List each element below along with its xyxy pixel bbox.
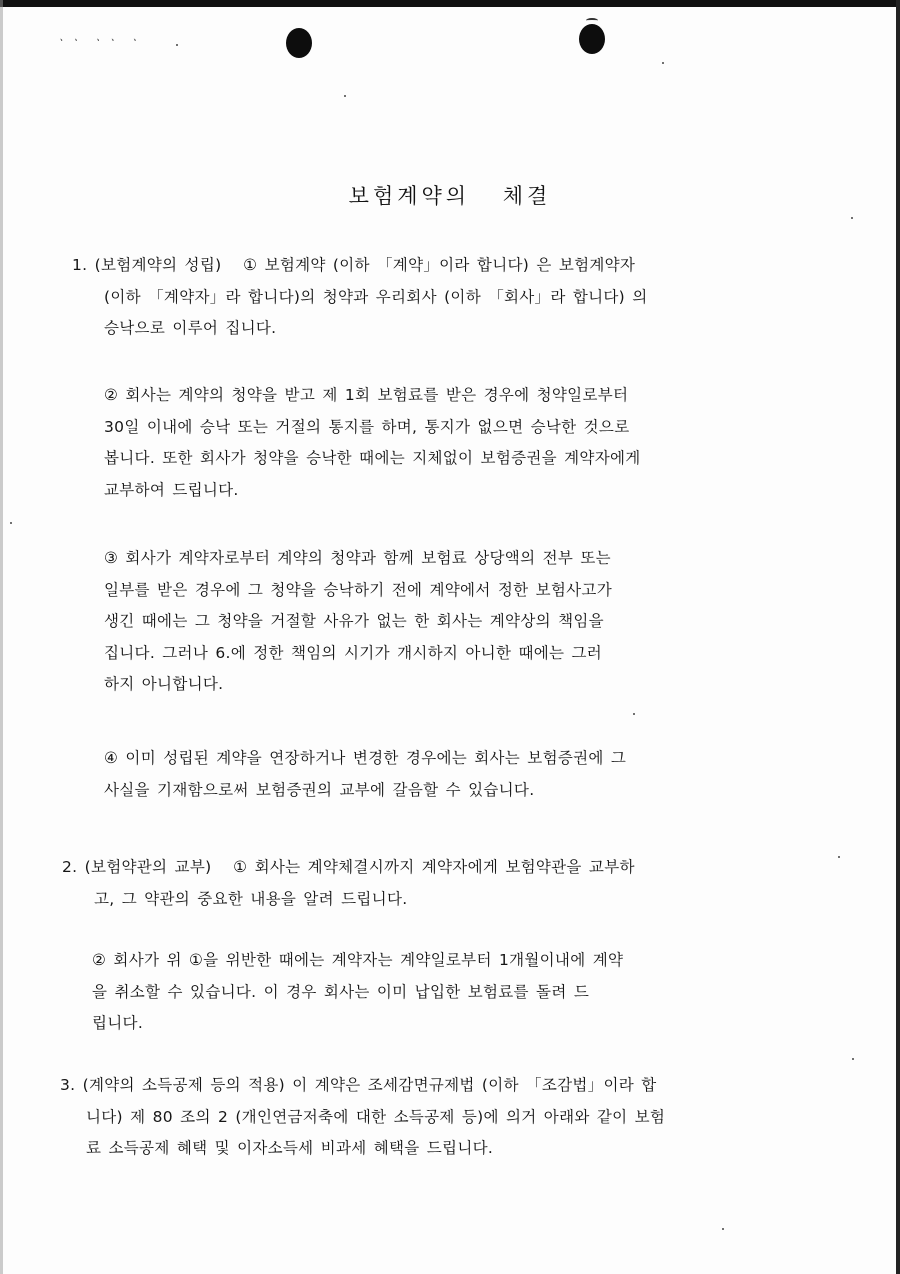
section-1-label: 1. (보험계약의 성립)	[72, 256, 222, 274]
scan-speck	[838, 856, 840, 858]
section-2-line-2: 고, 그 약관의 중요한 내용을 알려 드립니다.	[94, 889, 408, 908]
scan-speck	[851, 217, 853, 219]
scan-speck	[10, 522, 12, 524]
section-1-line-2: (이하 「계약자」라 합니다)의 청약과 우리회사 (이하 「회사」라 합니다) 의	[104, 287, 648, 306]
scan-speck	[176, 44, 178, 46]
paragraph-line: ③ 회사가 계약자로부터 계약의 청약과 함께 보험료 상당액의 전부 또는	[104, 549, 611, 567]
document-title: 보험계약의 체결	[348, 184, 552, 208]
section-2-text: ① 회사는 계약체결시까지 계약자에게 보험약관을 교부하	[233, 858, 635, 876]
section-3-text: 이 계약은 조세감면규제법 (이하 「조감법」이라 합	[292, 1076, 657, 1094]
section-2-label: 2. (보험약관의 교부)	[62, 858, 212, 876]
section-2-item-2	[92, 945, 822, 1040]
fax-header-marks: ㆍㆍ ㆍㆍ ㆍ	[56, 34, 145, 47]
scan-speck	[722, 1228, 724, 1230]
section-3-line-3: 료 소득공제 혜택 및 이자소득세 비과세 혜택을 드립니다.	[86, 1139, 494, 1157]
paragraph-line: 사실을 기재함으로써 보험증권의 교부에 갈음할 수 있습니다.	[104, 780, 535, 799]
paragraph-line: 30일 이내에 승낙 또는 거절의 통지를 하며, 통지가 없으면 승낙한 것으로	[104, 417, 630, 436]
scan-speck	[852, 1058, 854, 1060]
section-2-line-1	[62, 852, 832, 884]
punch-hole-right	[579, 24, 605, 54]
section-1-line-3: 승낙으로 이루어 집니다.	[104, 319, 277, 337]
section-1-item-4	[104, 743, 824, 806]
punch-hole-left	[286, 28, 312, 58]
scan-speck	[662, 62, 664, 64]
section-3-line-1	[60, 1070, 830, 1102]
section-2-intro	[62, 852, 832, 915]
section-3-intro	[60, 1070, 830, 1165]
section-3-line-2: 니다) 제 80 조의 2 (개인연금저축에 대한 소득공제 등)에 의거 아래와 같이 보험	[86, 1107, 666, 1126]
paragraph-line: 을 취소할 수 있습니다. 이 경우 회사는 이미 납입한 보험료를 돌려 드	[92, 982, 590, 1001]
section-1-text: ① 보험계약 (이하 「계약」이라 합니다) 은 보험계약자	[243, 256, 636, 274]
paragraph-line: ② 회사는 계약의 청약을 받고 제 1회 보험료를 받은 경우에 청약일로부터	[104, 386, 629, 404]
scan-speck	[344, 95, 346, 97]
paragraph-line: 봅니다. 또한 회사가 청약을 승낙한 때에는 지체없이 보험증권을 계약자에게	[104, 449, 641, 467]
paragraph-line: 집니다. 그러나 6.에 정한 책임의 시기가 개시하지 아니한 때에는 그러	[104, 643, 603, 662]
paragraph-line: ④ 이미 성립된 계약을 연장하거나 변경한 경우에는 회사는 보험증권에 그	[104, 749, 627, 767]
punch-mark	[586, 18, 598, 23]
section-1-intro	[72, 250, 832, 345]
paragraph-line: 하지 아니합니다.	[104, 675, 224, 693]
section-3-label: 3. (계약의 소득공제 등의 적용)	[60, 1076, 285, 1094]
section-1-item-2	[104, 380, 824, 506]
scan-top-border	[0, 0, 900, 7]
paragraph-line: ② 회사가 위 ①을 위반한 때에는 계약자는 계약일로부터 1개월이내에 계약	[92, 951, 624, 969]
paragraph-line: 교부하여 드립니다.	[104, 480, 239, 499]
paragraph-line: 생긴 때에는 그 청약을 거절할 사유가 없는 한 회사는 계약상의 책임을	[104, 612, 604, 630]
paragraph-line: 일부를 받은 경우에 그 청약을 승낙하기 전에 계약에서 정한 보험사고가	[104, 580, 612, 599]
paragraph-line: 립니다.	[92, 1014, 144, 1032]
section-1-item-3	[104, 543, 824, 701]
section-1-line-1	[72, 250, 832, 282]
scan-speck	[633, 713, 635, 715]
